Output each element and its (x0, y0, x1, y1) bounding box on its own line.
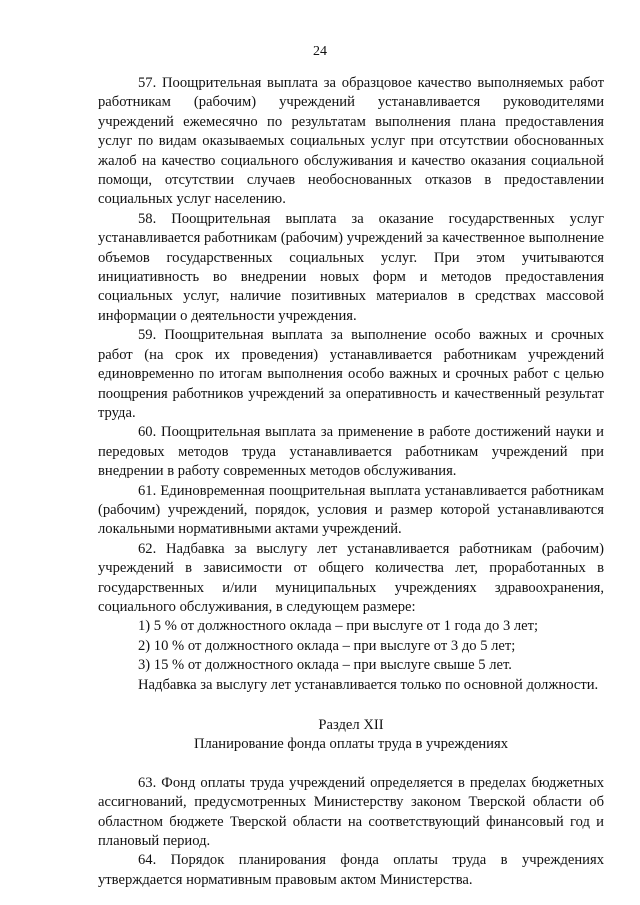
list-item-3: 3) 15 % от должностного оклада – при выслуге свыше 5 лет. (138, 657, 512, 674)
paragraph-63: 63. Фонд оплаты труда учреждений определяется в пределах бюджетных ассигнований, предусмотренных Министерству законом Тверской области об областном бюджете Тверской области на соответствующий финансовый год и плановый период. (98, 774, 604, 850)
paragraph-58: 58. Поощрительная выплата за оказание государственных услуг устанавливается работникам (рабочим) учреждений за качественное выполнение объемов государственных социальных услуг. При этом учитываются инициативность во внедрении новых форм и методов предоставления социальных услуг, наличие позитивных материалов в средствах массовой информации о деятельности учреждения. (98, 210, 604, 324)
list-item-1: 1) 5 % от должностного оклада – при выслуге от 1 года до 3 лет; (138, 618, 539, 635)
paragraph-59: 59. Поощрительная выплата за выполнение особо важных и срочных работ (на срок их проведения) устанавливается работникам учреждений единовременно по итогам выполнения особо важных и срочных работ с целью поощрения работников учреждений за оперативность и качественный результат труда. (98, 327, 604, 421)
spacer (98, 755, 604, 774)
document-body (98, 74, 604, 890)
spacer (98, 695, 604, 716)
section-title: Планирование фонда оплаты труда в учреждениях (193, 736, 509, 753)
paragraph-64: 64. Порядок планирования фонда оплаты труда в учреждениях утверждается нормативным правовым актом Министерства. (98, 852, 604, 888)
paragraph-seniority-note: Надбавка за выслугу лет устанавливается только по основной должности. (138, 676, 599, 693)
paragraph-61: 61. Единовременная поощрительная выплата устанавливается работникам (рабочим) учреждений, порядок, условия и размер которой устанавливаются локальными нормативными актами учреждений. (98, 482, 604, 538)
paragraph-57: 57. Поощрительная выплата за образцовое качество выполняемых работ работникам (рабочим) учреждений устанавливается руководителями учреждений ежемесячно по результатам выполнения плана предоставления услуг по видам оказываемых социальных услуг при отсутствии обоснованных жалоб на качество социального обслуживания и качество оказания социальной помощи, отсутствии случаев необоснованных отказов в предоставлении социальных услуг населению. (98, 75, 604, 208)
paragraph-60: 60. Поощрительная выплата за применение в работе достижений науки и передовых методов труда устанавливается работникам учреждений при внедрении в работу современных методов обслуживания. (98, 424, 604, 480)
page-number: 24 (313, 44, 327, 59)
paragraph-62: 62. Надбавка за выслугу лет устанавливается работникам (рабочим) учреждений в зависимости от общего количества лет, проработанных в государственных и/или муниципальных учреждениях здравоохранения, социального обслуживания, в следующем размере: (98, 540, 604, 615)
section-label: Раздел XII (318, 717, 384, 733)
list-item-2: 2) 10 % от должностного оклада – при выслуге от 3 до 5 лет; (138, 637, 516, 654)
